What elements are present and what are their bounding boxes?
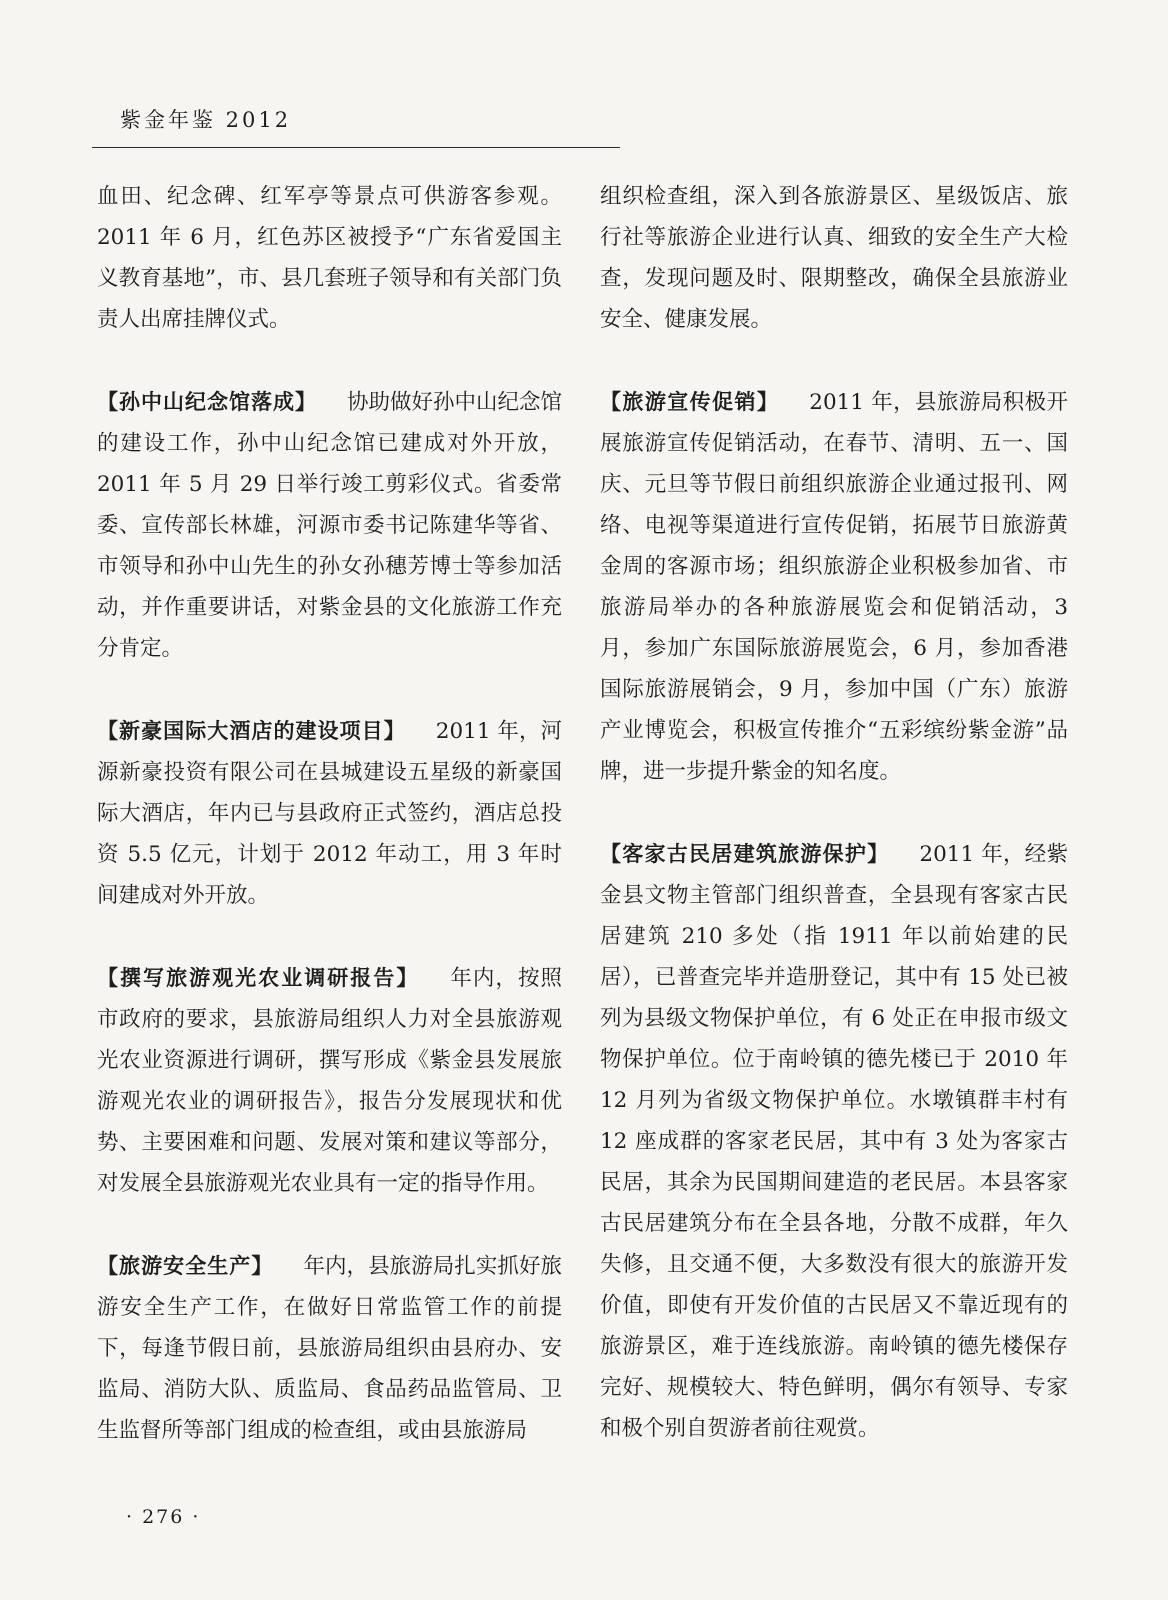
entry-heading: 【旅游宣传促销】 xyxy=(600,390,780,414)
entry-tourism-safety xyxy=(97,1246,562,1451)
entry-xinhao-hotel xyxy=(97,711,562,916)
entry-text: 2011 年，经紫金县文物主管部门组织普查，全县现有客家古民居建筑 210 多处（指 1911 年以前始建的民居），已普查完毕并造册登记，其中有 15 处已被列为县级文物保护单位，有 6 处正在申报市级文物保护单位。位于南岭镇的德先楼已于 2010 年 12 月列为省级文物保护单位。水墩镇群丰村有 12 座成群的客家老民居，其中有 3 处为客家古民居，其余为民国期间建造的老民居。本县客家古民居建筑分布在全县各地，分散不成群，年久失修，且交通不便，大多数没有很大的旅游开发价值，即使有开发价值的古民居又不靠近现有的旅游景区，难于连线旅游。南岭镇的德先楼保存完好、规模较大、特色鲜明，偶尔有领导、专家和极个别自贺游者前往观赏。 xyxy=(600,842,1069,1441)
entry-text: 2011 年，县旅游局积极开展旅游宣传促销活动，在春节、清明、五一、国庆、元旦等节假日前组织旅游企业通过报刊、网络、电视等渠道进行宣传促销，拓展节日旅游黄金周的客源市场；组织旅游企业积极参加省、市旅游局举办的各种旅游展览会和促销活动，3 月，参加广东国际旅游展览会，6 月，参加香港国际旅游展销会，9 月，参加中国（广东）旅游产业博览会，积极宣传推介“五彩缤纷紫金游”品牌，进一步提升紫金的知名度。 xyxy=(600,390,1068,784)
entry-text: 协助做好孙中山纪念馆的建设工作，孙中山纪念馆已建成对外开放，2011 年 5 月 29 日举行竣工剪彩仪式。省委常委、宣传部长林雄，河源市委书记陈建华等省、市领导和孙中山先生的孙女孙穗芳博士等参加活动，并作重要讲话，对紫金县的文化旅游工作充分肯定。 xyxy=(97,390,563,661)
entry-heading: 【孙中山纪念馆落成】 xyxy=(97,390,317,414)
entry-hakka-dwellings xyxy=(600,834,1068,1449)
continuation-paragraph: 组织检查组，深入到各旅游景区、星级饭店、旅行社等旅游企业进行认真、细致的安全生产大检查，发现问题及时、限期整改，确保全县旅游业安全、健康发展。 xyxy=(600,184,1068,332)
entry-text: 2011 年，河源新豪投资有限公司在县城建设五星级的新豪国际大酒店，年内已与县政府正式签约，酒店总投资 5.5 亿元，计划于 2012 年动工，用 3 年时间建成对外开放。 xyxy=(97,719,562,908)
entry-tourism-promotion xyxy=(600,382,1068,792)
continuation-paragraph: 血田、纪念碑、红军亭等景点可供游客参观。2011 年 6 月，红色苏区被授予“广东省爱国主义教育基地”，市、县几套班子领导和有关部门负责人出席挂牌仪式。 xyxy=(97,184,562,332)
right-column xyxy=(600,176,1068,1491)
entry-text: 年内，按照市政府的要求，县旅游局组织人力对全县旅游观光农业资源进行调研，撰写形成《紫金县发展旅游观光农业的调研报告》，报告分发展现状和优势、主要困难和问题、发展对策和建议等部分，对发展全县旅游观光农业具有一定的指导作用。 xyxy=(97,966,562,1196)
page-number: · 276 · xyxy=(126,1506,201,1528)
entry-agritourism-report xyxy=(97,958,562,1204)
entry-heading: 【旅游安全生产】 xyxy=(97,1254,274,1278)
entry-heading: 【新豪国际大酒店的建设项目】 xyxy=(97,719,406,743)
entry-text: 年内，县旅游局扎实抓好旅游安全生产工作，在做好日常监管工作的前提下，每逢节假日前，县旅游局组织由县府办、安监局、消防大队、质监局、食品药品监管局、卫生监督所等部门组成的检查组，或由县旅游局 xyxy=(97,1254,562,1443)
running-title: 紫金年鉴 2012 xyxy=(120,108,292,132)
left-column xyxy=(97,176,562,1493)
entry-heading: 【撰写旅游观光农业调研报告】 xyxy=(97,966,420,990)
header-rule xyxy=(92,147,620,148)
entry-sun-yat-sen-memorial xyxy=(97,382,562,669)
entry-heading: 【客家古民居建筑旅游保护】 xyxy=(600,842,890,866)
